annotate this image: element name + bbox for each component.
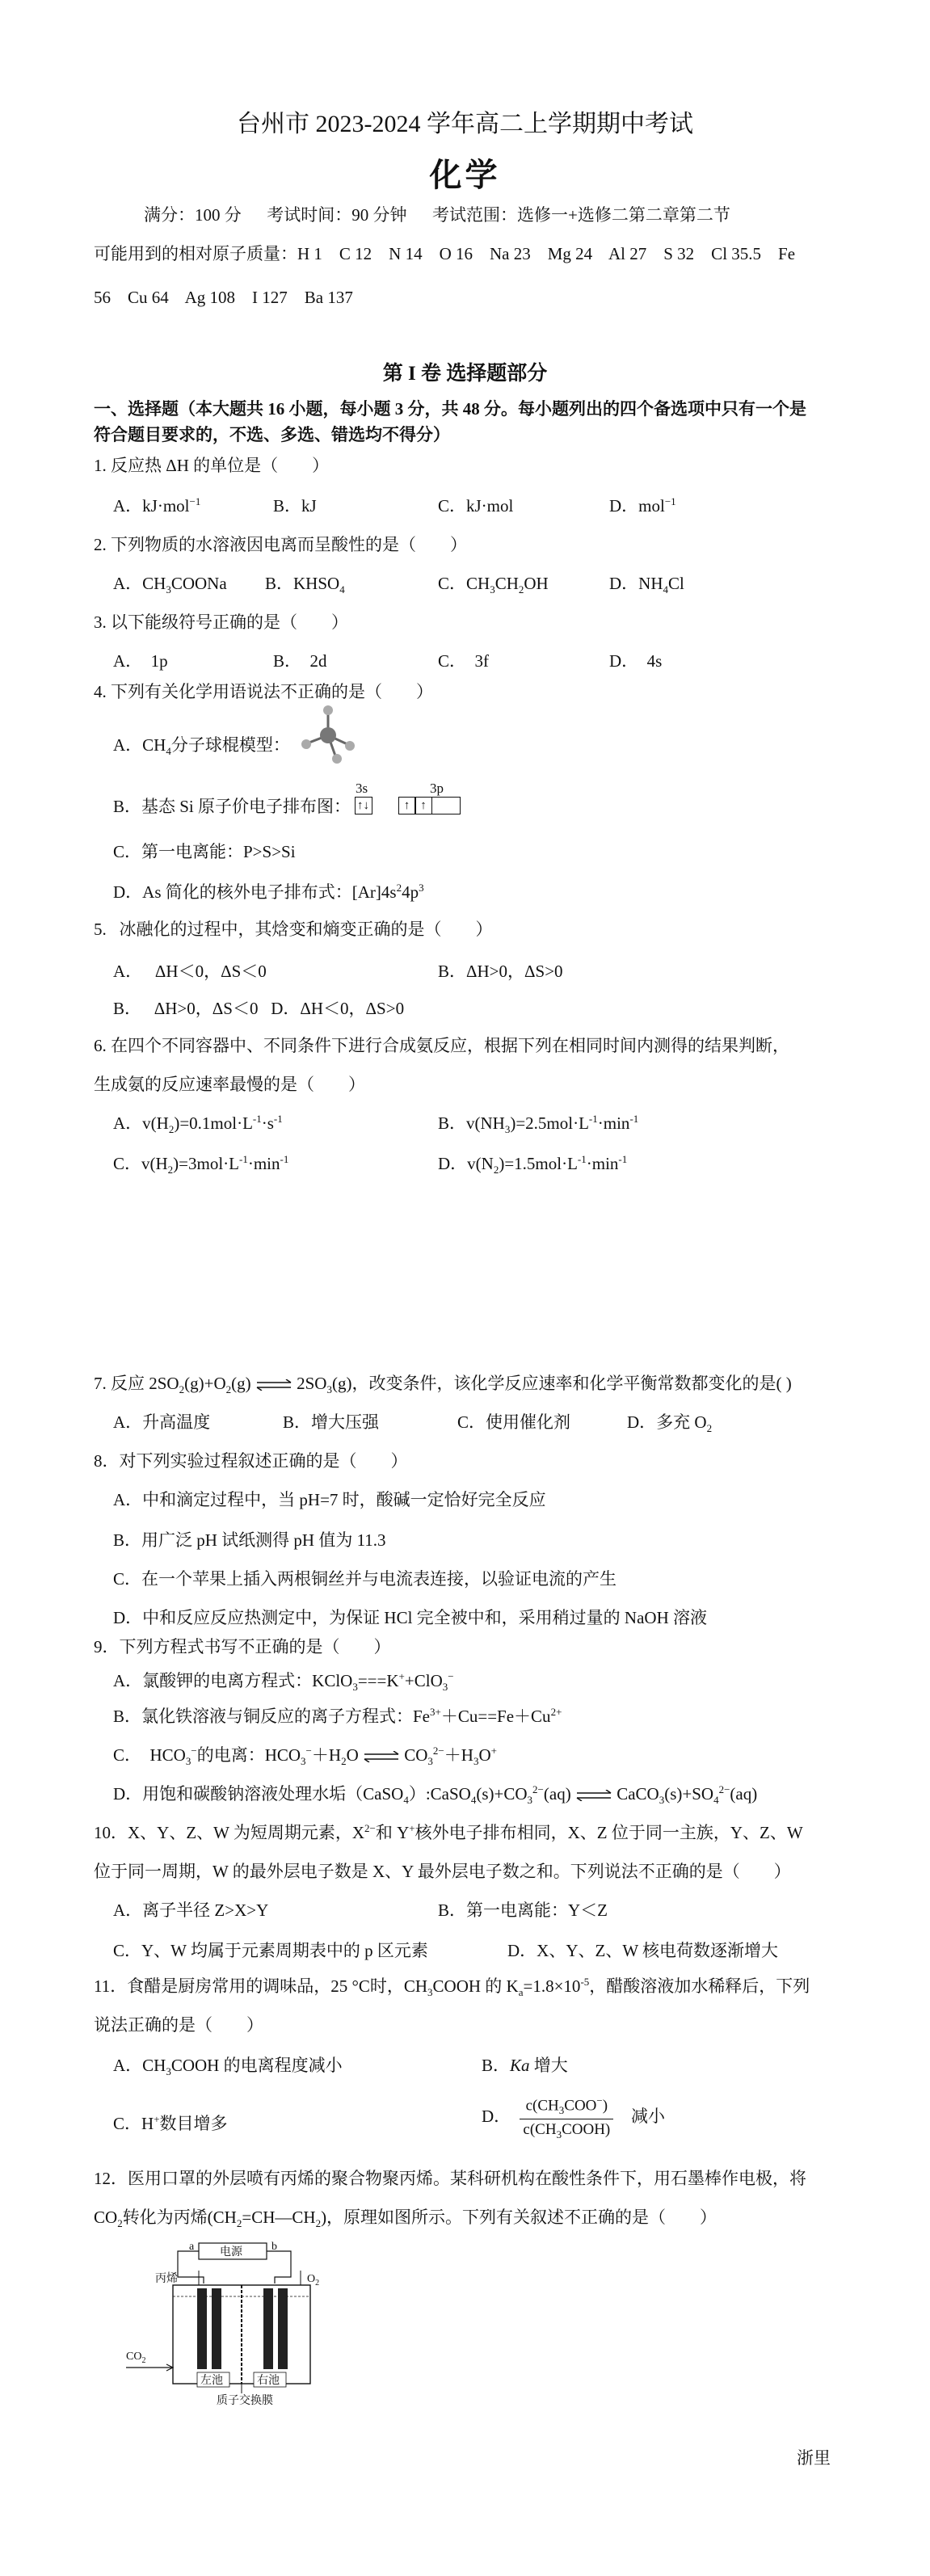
right-pool-label: 右池 [257, 2375, 280, 2387]
q9-option-c: C． $HCO_3^-$的电离：$HCO_3^-+H_2O$ $CO_3^{2-}+H_3O^+$ [113, 1745, 497, 1768]
q2-option-a: A．$CH_3COONa$ [113, 574, 227, 596]
q4-option-d: D．As 简化的核外电子排布式：$[Ar]4s^24p^3$ [113, 882, 424, 902]
q5-option-b: B．ΔH>0，ΔS>0 [438, 962, 563, 981]
co2-label: $CO_2$ [126, 2351, 146, 2365]
question-4-stem: 4. 下列有关化学用语说法不正确的是（ ） [94, 682, 433, 701]
q7-option-a: A．升高温度 [113, 1412, 211, 1432]
section-title: 第 I 卷 选择题部分 [382, 363, 548, 385]
equilibrium-arrow-icon [363, 1751, 400, 1762]
q3-option-a: A． 1p [113, 651, 168, 671]
atomic-mass-line2: 56 Cu 64 Ag 108 I 127 Ba 137 [94, 288, 353, 307]
q5-option-a: A． ΔH＜0，ΔS＜0 [113, 962, 267, 981]
q1-option-c: C．kJ·mol [438, 496, 514, 516]
q9-option-a: A．氯酸钾的电离方程式：KClO$_3$===K++ClO$_3$− [113, 1670, 454, 1694]
q7-option-d: D．多充 $O_2$ [627, 1412, 713, 1435]
section-instruction-2: 符合题目要求的，不选、多选、错选均不得分） [94, 425, 450, 444]
q4-option-c: C．第一电离能：P>S>Si [113, 842, 296, 861]
q6-option-a: A．$v(H_2)=0.1mol\cdot L^{-1}\cdot s^{-1}$ [113, 1113, 283, 1136]
question-2-stem: 2. 下列物质的水溶液因电离而呈酸性的是（ ） [94, 535, 467, 554]
left-pool-label: 左池 [200, 2375, 223, 2387]
terminal-a-label: a [189, 2241, 195, 2253]
question-10-stem-1: 10．X、Y、Z、W 为短周期元素，$X^{2-}$和 Y+核外电子排布相同，X、Z 位于同一主族，Y、Z、W [94, 1822, 803, 1842]
question-9-stem: 9．下列方程式书写不正确的是（ ） [94, 1637, 391, 1656]
footer-watermark: 浙里 [797, 2448, 831, 2468]
q3-option-b: B． 2d [273, 651, 327, 671]
question-1-stem: 1. 反应热 ΔH 的单位是（ ） [94, 456, 330, 475]
q3-option-d: D． 4s [609, 651, 663, 671]
q1-option-a: A．kJ·mol$^{-1}$ [113, 495, 201, 516]
question-12-stem-2: $CO_2$转化为丙烯$(CH_2=CH—CH_2)$，原理如图所示。下列有关叙述不正确的是（ ） [94, 2208, 717, 2230]
q5-option-c-d: B． ΔH>0，ΔS＜0 D．ΔH＜0，ΔS>0 [113, 999, 405, 1018]
question-11-stem-1: 11．食醋是厨房常用的调味品，25 °C时，$CH_3COOH$ 的 $K_a=1.8\times 10^{-5}$，醋酸溶液加水稀释后，下列 [94, 1976, 810, 1999]
q8-option-d: D．中和反应反应热测定中，为保证 HCl 完全被中和，采用稍过量的 NaOH 溶液 [113, 1608, 707, 1627]
propene-label: 丙烯 [155, 2273, 178, 2285]
q11-option-a: A．$CH_3COOH$ 的电离程度减小 [113, 2056, 343, 2078]
q4-option-b: B．基态 Si 原子价电子排布图： [113, 797, 351, 816]
question-6-stem-1: 6. 在四个不同容器中、不同条件下进行合成氨反应，根据下列在相同时间内测得的结果判断， [94, 1036, 789, 1055]
question-6-stem-2: 生成氨的反应速率最慢的是（ ） [94, 1075, 365, 1094]
q6-option-d: D．$v(N_2)=1.5mol\cdot L^{-1}\cdot\min^{-1}$ [438, 1153, 628, 1176]
q6-option-b: B．$v(NH_3)=2.5mol\cdot L^{-1}\cdot\min^{-1}$ [438, 1113, 639, 1136]
q10-option-c: C．Y、W 均属于元素周期表中的 p 区元素 [113, 1941, 428, 1960]
equilibrium-arrow-icon [255, 1379, 292, 1391]
power-source-label: 电源 [220, 2246, 242, 2258]
electrolysis-cell-diagram [121, 2238, 364, 2408]
q10-option-a: A．离子半径 Z>X>Y [113, 1900, 269, 1920]
question-11-stem-2: 说法正确的是（ ） [94, 2015, 263, 2035]
q3-option-c: C． 3f [438, 651, 489, 671]
q2-option-c: C．$CH_3CH_2OH$ [438, 574, 549, 596]
orbital-diagram-3s: ↑↓ [356, 797, 372, 814]
q2-option-d: D．$NH_4Cl$ [609, 574, 684, 596]
section-instruction-1: 一、选择题（本大题共 16 小题，每小题 3 分，共 48 分。每小题列出的四个备选项中只有一个是 [94, 399, 806, 419]
question-12-stem-1: 12．医用口罩的外层喷有丙烯的聚合物聚丙烯。某科研机构在酸性条件下，用石墨棒作电极，将 [94, 2169, 806, 2188]
q2-option-b: B．$KHSO_4$ [265, 574, 345, 596]
q9-option-d: D．用饱和碳酸钠溶液处理水垢$(CaSO_4):CaSO_4(s)+CO_3^{2-}(aq)$ $CaCO_3(s)+SO_4^{2-}(aq)$ [113, 1783, 758, 1807]
q8-option-c: C．在一个苹果上插入两根铜丝并与电流表连接，以验证电流的产生 [113, 1569, 617, 1589]
membrane-label: 质子交换膜 [217, 2395, 273, 2407]
question-8-stem: 8．对下列实验过程叙述正确的是（ ） [94, 1451, 408, 1471]
ch4-ball-stick-model [299, 705, 360, 766]
orbital-label-3p: 3p [430, 781, 444, 796]
question-3-stem: 3. 以下能级符号正确的是（ ） [94, 612, 348, 632]
q11-option-d: D． $\frac{c(CH_3COO^-)}{c(CH_3COOH)}$ 减小 [482, 2094, 665, 2140]
equilibrium-arrow-icon [575, 1790, 612, 1801]
q11-option-c: C．H+数目增多 [113, 2113, 228, 2133]
orbital-label-3s: 3s [356, 781, 368, 796]
q10-option-d: D．X、Y、Z、W 核电荷数逐渐增大 [507, 1941, 779, 1960]
q4-option-a: A．$CH_4$分子球棍模型： [113, 735, 290, 758]
subject-title: 化学 [429, 157, 501, 193]
orbital-diagram-3p: ↑ ↑ [399, 797, 461, 814]
atomic-mass-line1: 可能用到的相对原子质量：H 1 C 12 N 14 O 16 Na 23 Mg 24 Al 27 S 32 Cl 35.5 Fe [94, 244, 796, 263]
question-5-stem: 5. 冰融化的过程中，其焓变和熵变正确的是（ ） [94, 920, 493, 939]
q7-option-b: B．增大压强 [283, 1412, 380, 1432]
q6-option-c: C．$v(H_2)=3mol\cdot L^{-1}\cdot\min^{-1}$ [113, 1153, 289, 1176]
question-10-stem-2: 位于同一周期，W 的最外层电子数是 X、Y 最外层电子数之和。下列说法不正确的是（ ） [94, 1862, 791, 1881]
q1-option-b: B．kJ [273, 496, 317, 516]
q8-option-a: A．中和滴定过程中，当 pH=7 时，酸碱一定恰好完全反应 [113, 1490, 546, 1509]
q9-option-b: B．氯化铁溶液与铜反应的离子方程式：$Fe^{3+}+Cu==Fe+Cu^{2+}$ [113, 1706, 562, 1726]
question-7-stem: 7. 反应 $2SO_2(g)+O_2(g)$ $2SO_3(g)$，改变条件，该化学反应速率和化学平衡常数都变化的是( ) [94, 1374, 792, 1396]
q7-option-c: C．使用催化剂 [457, 1412, 571, 1432]
o2-label: $O_2$ [307, 2273, 320, 2288]
q8-option-b: B．用广泛 pH 试纸测得 pH 值为 11.3 [113, 1530, 386, 1550]
q1-option-d: D．mol$^{-1}$ [609, 495, 676, 516]
q10-option-b: B．第一电离能：Y＜Z [438, 1900, 608, 1920]
exam-title: 台州市 2023-2024 学年高二上学期期中考试 [237, 111, 693, 137]
concentration-ratio-fraction: $\frac{c(CH_3COO^-)}{c(CH_3COOH)}$ [520, 2094, 613, 2141]
terminal-b-label: b [271, 2241, 277, 2253]
q11-option-b: B．Ka 增大 [482, 2056, 568, 2075]
exam-info: 满分：100 分 考试时间：90 分钟 考试范围：选修一+选修二第二章第二节 [144, 205, 730, 225]
